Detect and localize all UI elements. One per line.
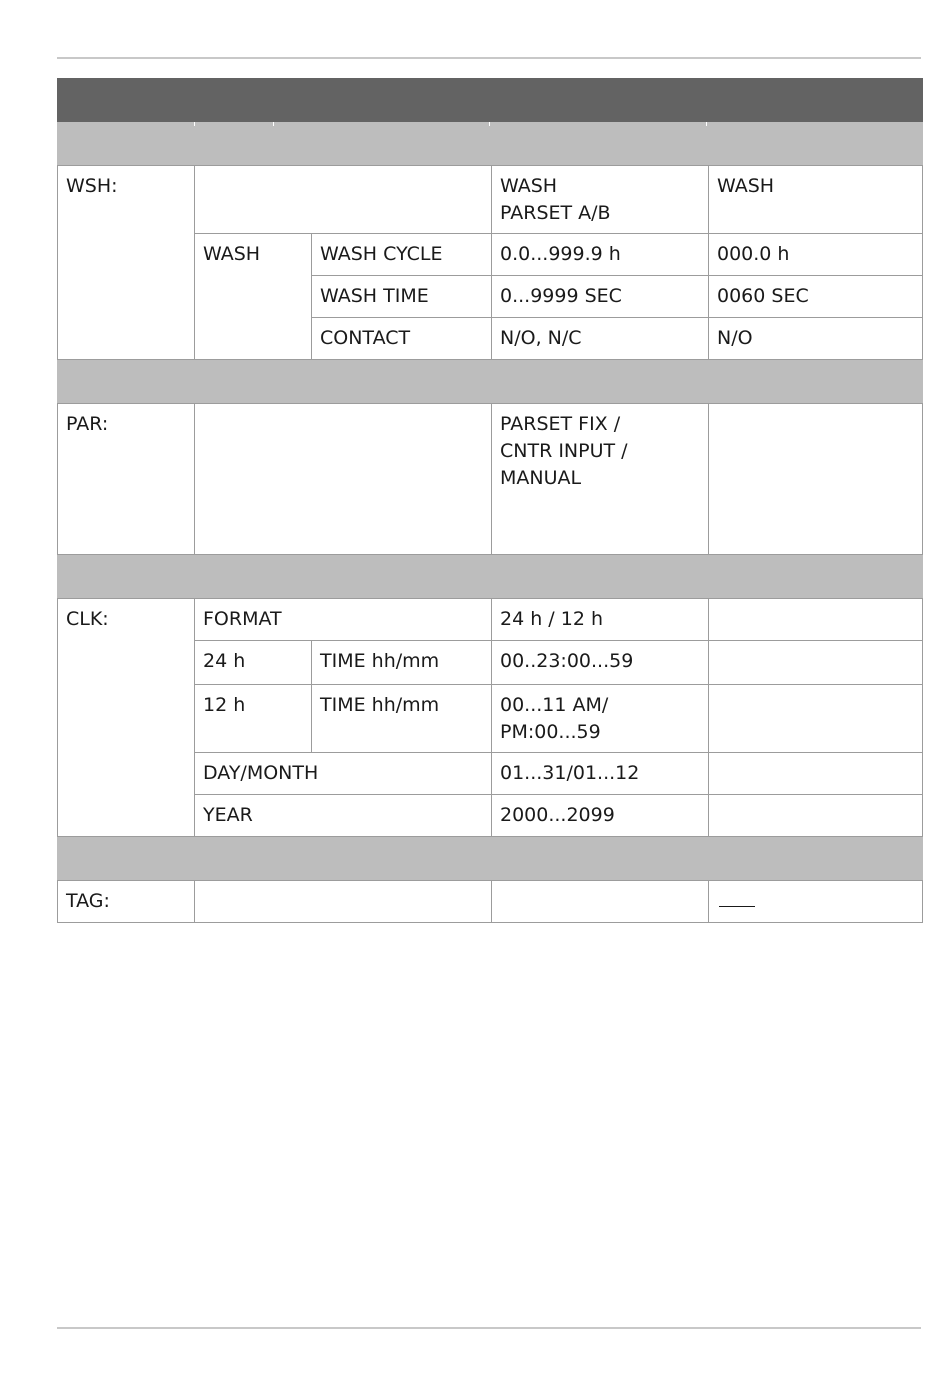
h24-label: 24 h	[195, 641, 312, 685]
year-range: 2000...2099	[492, 795, 709, 837]
h12-param: TIME hh/mm	[312, 685, 492, 753]
wash-section-label: WSH:	[58, 166, 195, 360]
table-row	[58, 599, 923, 641]
h12-label: 12 h	[195, 685, 312, 753]
clock-section-label: CLK:	[58, 599, 195, 837]
wash-time-default: 0060 SEC	[709, 276, 923, 318]
wash-mode-default: WASH	[709, 166, 923, 234]
section-band-tag	[58, 837, 923, 881]
configuration-table	[57, 78, 923, 923]
tag-section-label: TAG:	[58, 881, 195, 923]
h24-range: 00..23:00...59	[492, 641, 709, 685]
wash-time-range: 0...9999 SEC	[492, 276, 709, 318]
wash-cycle-default: 000.0 h	[709, 234, 923, 276]
table-row	[58, 881, 923, 923]
parset-range: PARSET FIX / CNTR INPUT / MANUAL	[492, 404, 709, 555]
table-title-bar	[58, 79, 923, 122]
table-row	[58, 166, 923, 234]
contact-range: N/O, N/C	[492, 318, 709, 360]
wash-mode-range: WASH PARSET A/B	[492, 166, 709, 234]
h12-range: 00...11 AM/ PM:00...59	[492, 685, 709, 753]
wash-group-label: WASH	[195, 234, 312, 360]
header-rule	[57, 57, 921, 59]
h24-param: TIME hh/mm	[312, 641, 492, 685]
tag-blank-line	[719, 888, 755, 907]
wash-cycle-range: 0.0...999.9 h	[492, 234, 709, 276]
format-range: 24 h / 12 h	[492, 599, 709, 641]
contact-default: N/O	[709, 318, 923, 360]
section-band-clock	[58, 555, 923, 599]
format-param: FORMAT	[195, 599, 492, 641]
section-band-wash	[58, 122, 923, 166]
year-param: YEAR	[195, 795, 492, 837]
parset-section-label: PAR:	[58, 404, 195, 555]
daymonth-range: 01...31/01...12	[492, 753, 709, 795]
contact-param: CONTACT	[312, 318, 492, 360]
footer-rule	[57, 1327, 921, 1329]
wash-cycle-param: WASH CYCLE	[312, 234, 492, 276]
section-band-parset	[58, 360, 923, 404]
table-row	[58, 404, 923, 555]
wash-time-param: WASH TIME	[312, 276, 492, 318]
daymonth-param: DAY/MONTH	[195, 753, 492, 795]
